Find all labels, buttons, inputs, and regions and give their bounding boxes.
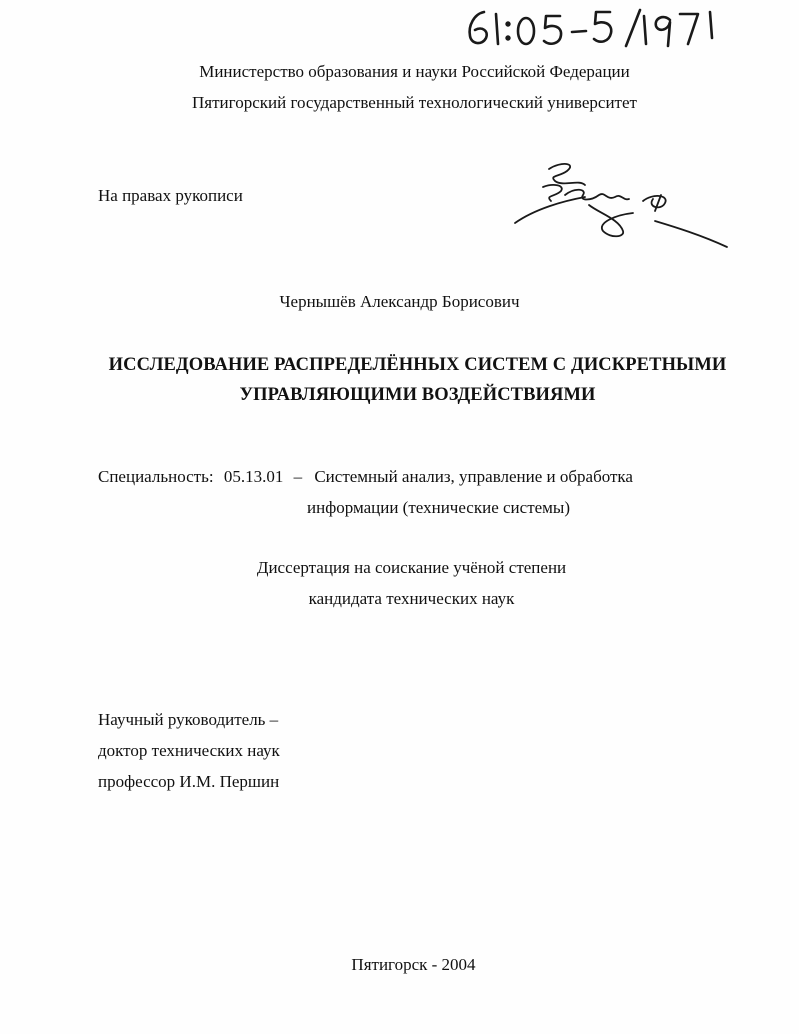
specialty-name-line-2: информации (технические системы) — [307, 498, 571, 517]
dissertation-title-line-2: УПРАВЛЯЮЩИМИ ВОЗДЕЙСТВИЯМИ — [239, 385, 596, 405]
author-signature — [505, 155, 735, 255]
ministry-name: Министерство образования и науки Российской Федерации — [199, 62, 630, 81]
specialty-dash: – — [293, 467, 303, 486]
manuscript-rights-label: На правах рукописи — [98, 186, 243, 205]
advisor-line-3: профессор И.М. Першин — [98, 772, 280, 791]
specialty-code: 05.13.01 — [223, 467, 284, 486]
dissertation-title-line-1: ИССЛЕДОВАНИЕ РАСПРЕДЕЛЁННЫХ СИСТЕМ С ДИСКРЕТНЫМИ — [108, 355, 727, 375]
advisor-line-1: Научный руководитель – — [98, 710, 279, 729]
specialty-label: Специальность: — [98, 467, 214, 486]
handwritten-archive-number — [458, 4, 738, 50]
degree-line-1: Диссертация на соискание учёной степени — [256, 558, 567, 577]
specialty-name-line-1: Системный анализ, управление и обработка — [314, 467, 633, 486]
degree-line-2: кандидата технических наук — [308, 589, 515, 608]
specialty-row — [98, 467, 633, 487]
place-and-year: Пятигорск - 2004 — [351, 955, 476, 974]
advisor-line-2: доктор технических наук — [98, 741, 280, 760]
university-name: Пятигорский государственный технологический университет — [192, 93, 637, 112]
author-name: Чернышёв Александр Борисович — [279, 292, 520, 311]
